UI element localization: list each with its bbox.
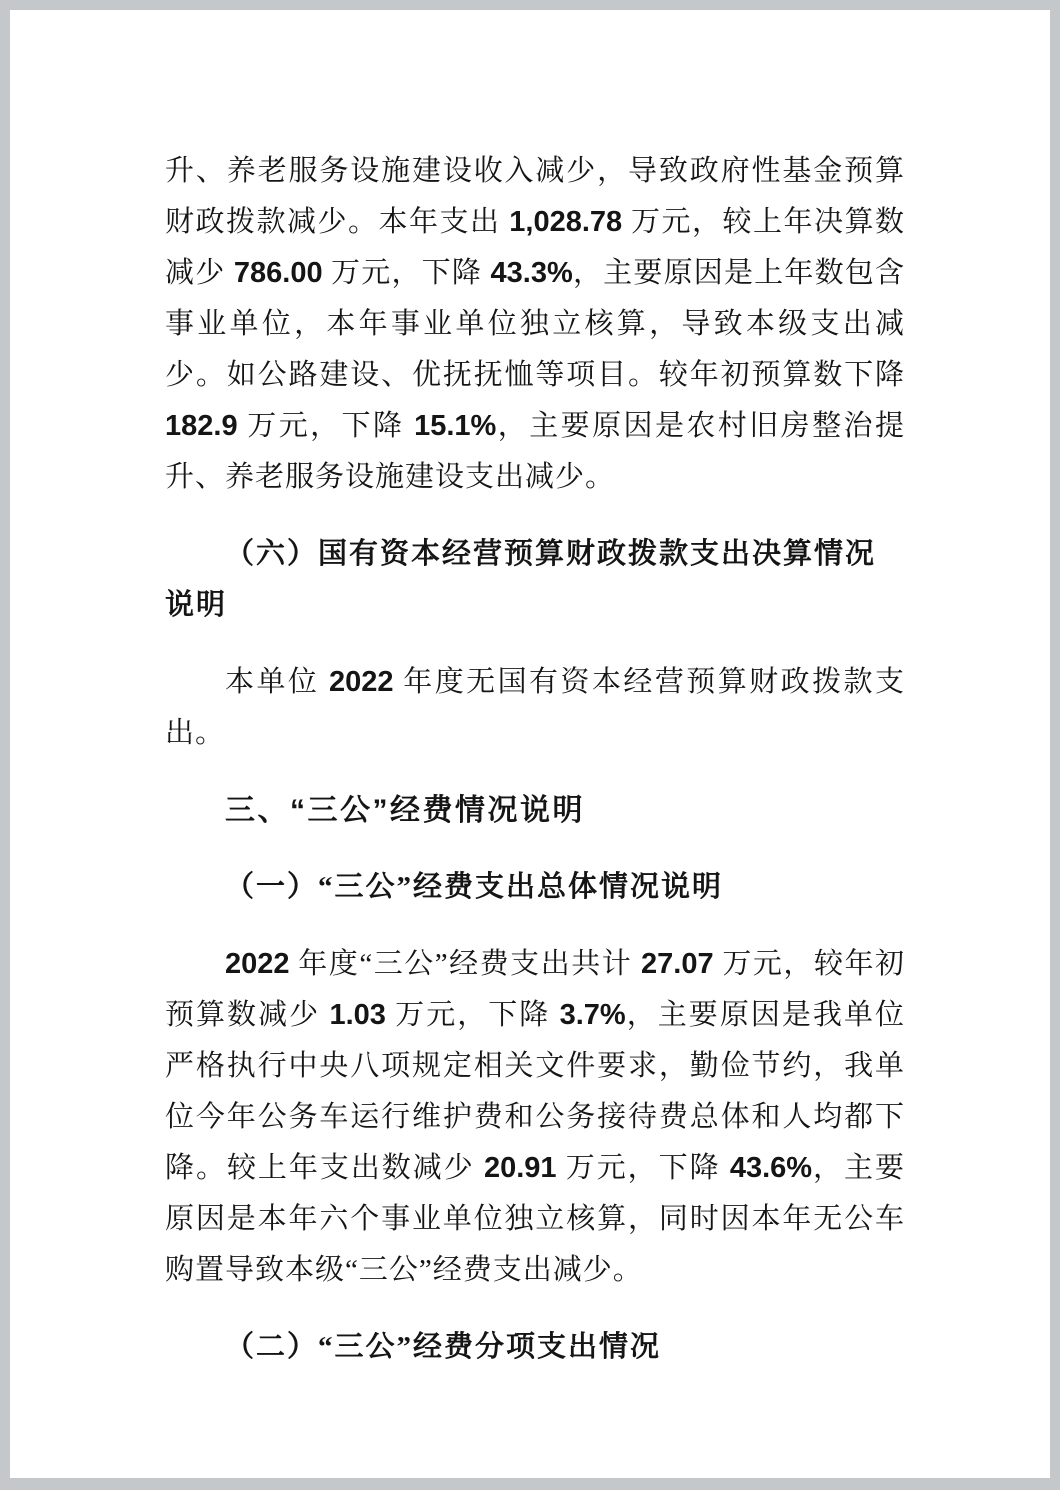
text-run: 三、“三公”经费情况说明 [225,794,585,827]
text-run: 年度“三公”经费支出共计 [289,948,642,980]
chapter-heading [165,785,905,836]
paragraph [165,657,905,759]
numeric-run: 2022 [225,948,290,980]
numeric-run: 182.9 [165,410,238,442]
text-run: 万元，下降 [237,410,415,442]
paragraph [165,939,905,1296]
numeric-run: 15.1% [414,410,497,442]
text-run: 年度无国有资本经营预算财政拨款支出。 [165,666,905,749]
text-run: 升、养老服务设施建设收入减少，导致政府性基金预算财政拨款减少。本年支出 [165,155,905,238]
subheading [165,862,905,913]
subheading [165,1322,905,1373]
numeric-run: 1.03 [329,999,386,1031]
text-run: （六）国有资本经营预算财政拨款支出决算情况说明 [165,538,877,621]
text-run: （二）“三公”经费分项支出情况 [225,1331,662,1363]
text-run: ，主要原因是本年六个事业单位独立核算，同时因本年无公车购置导致本级“三公”经费支出减少。 [165,1152,905,1286]
numeric-run: 20.91 [483,1152,557,1184]
numeric-run: 27.07 [641,948,714,980]
text-run: 万元，下降 [322,257,491,289]
numeric-run: 43.6% [729,1152,813,1184]
numeric-run: 2022 [329,666,394,698]
paragraph [165,146,905,503]
numeric-run: 786.00 [233,257,323,289]
numeric-run: 3.7% [559,999,626,1031]
text-run: 万元，较上年决算数减少 [165,206,905,289]
text-run: 万元，下降 [385,999,560,1031]
numeric-run: 43.3% [490,257,573,289]
subheading [165,529,905,631]
text-run: 本单位 [225,666,330,698]
text-run: ，主要原因是我单位严格执行中央八项规定相关文件要求，勤俭节约，我单位今年公务车运行维护费和公务接待费总体和人均都下降。较上年支出数减少 [165,999,905,1184]
text-run: ，主要原因是上年数包含事业单位，本年事业单位独立核算，导致本级支出减少。如公路建设、优抚抚恤等项目。较年初预算数下降 [165,257,905,391]
text-run: ，主要原因是农村旧房整治提升、养老服务设施建设支出减少。 [165,410,905,493]
document-page [10,10,1050,1478]
text-run: （一）“三公”经费支出总体情况说明 [225,871,724,903]
text-run: 万元，下降 [556,1152,730,1184]
text-run: 万元，较年初预算数减少 [165,948,905,1031]
numeric-run: 1,028.78 [509,206,623,238]
